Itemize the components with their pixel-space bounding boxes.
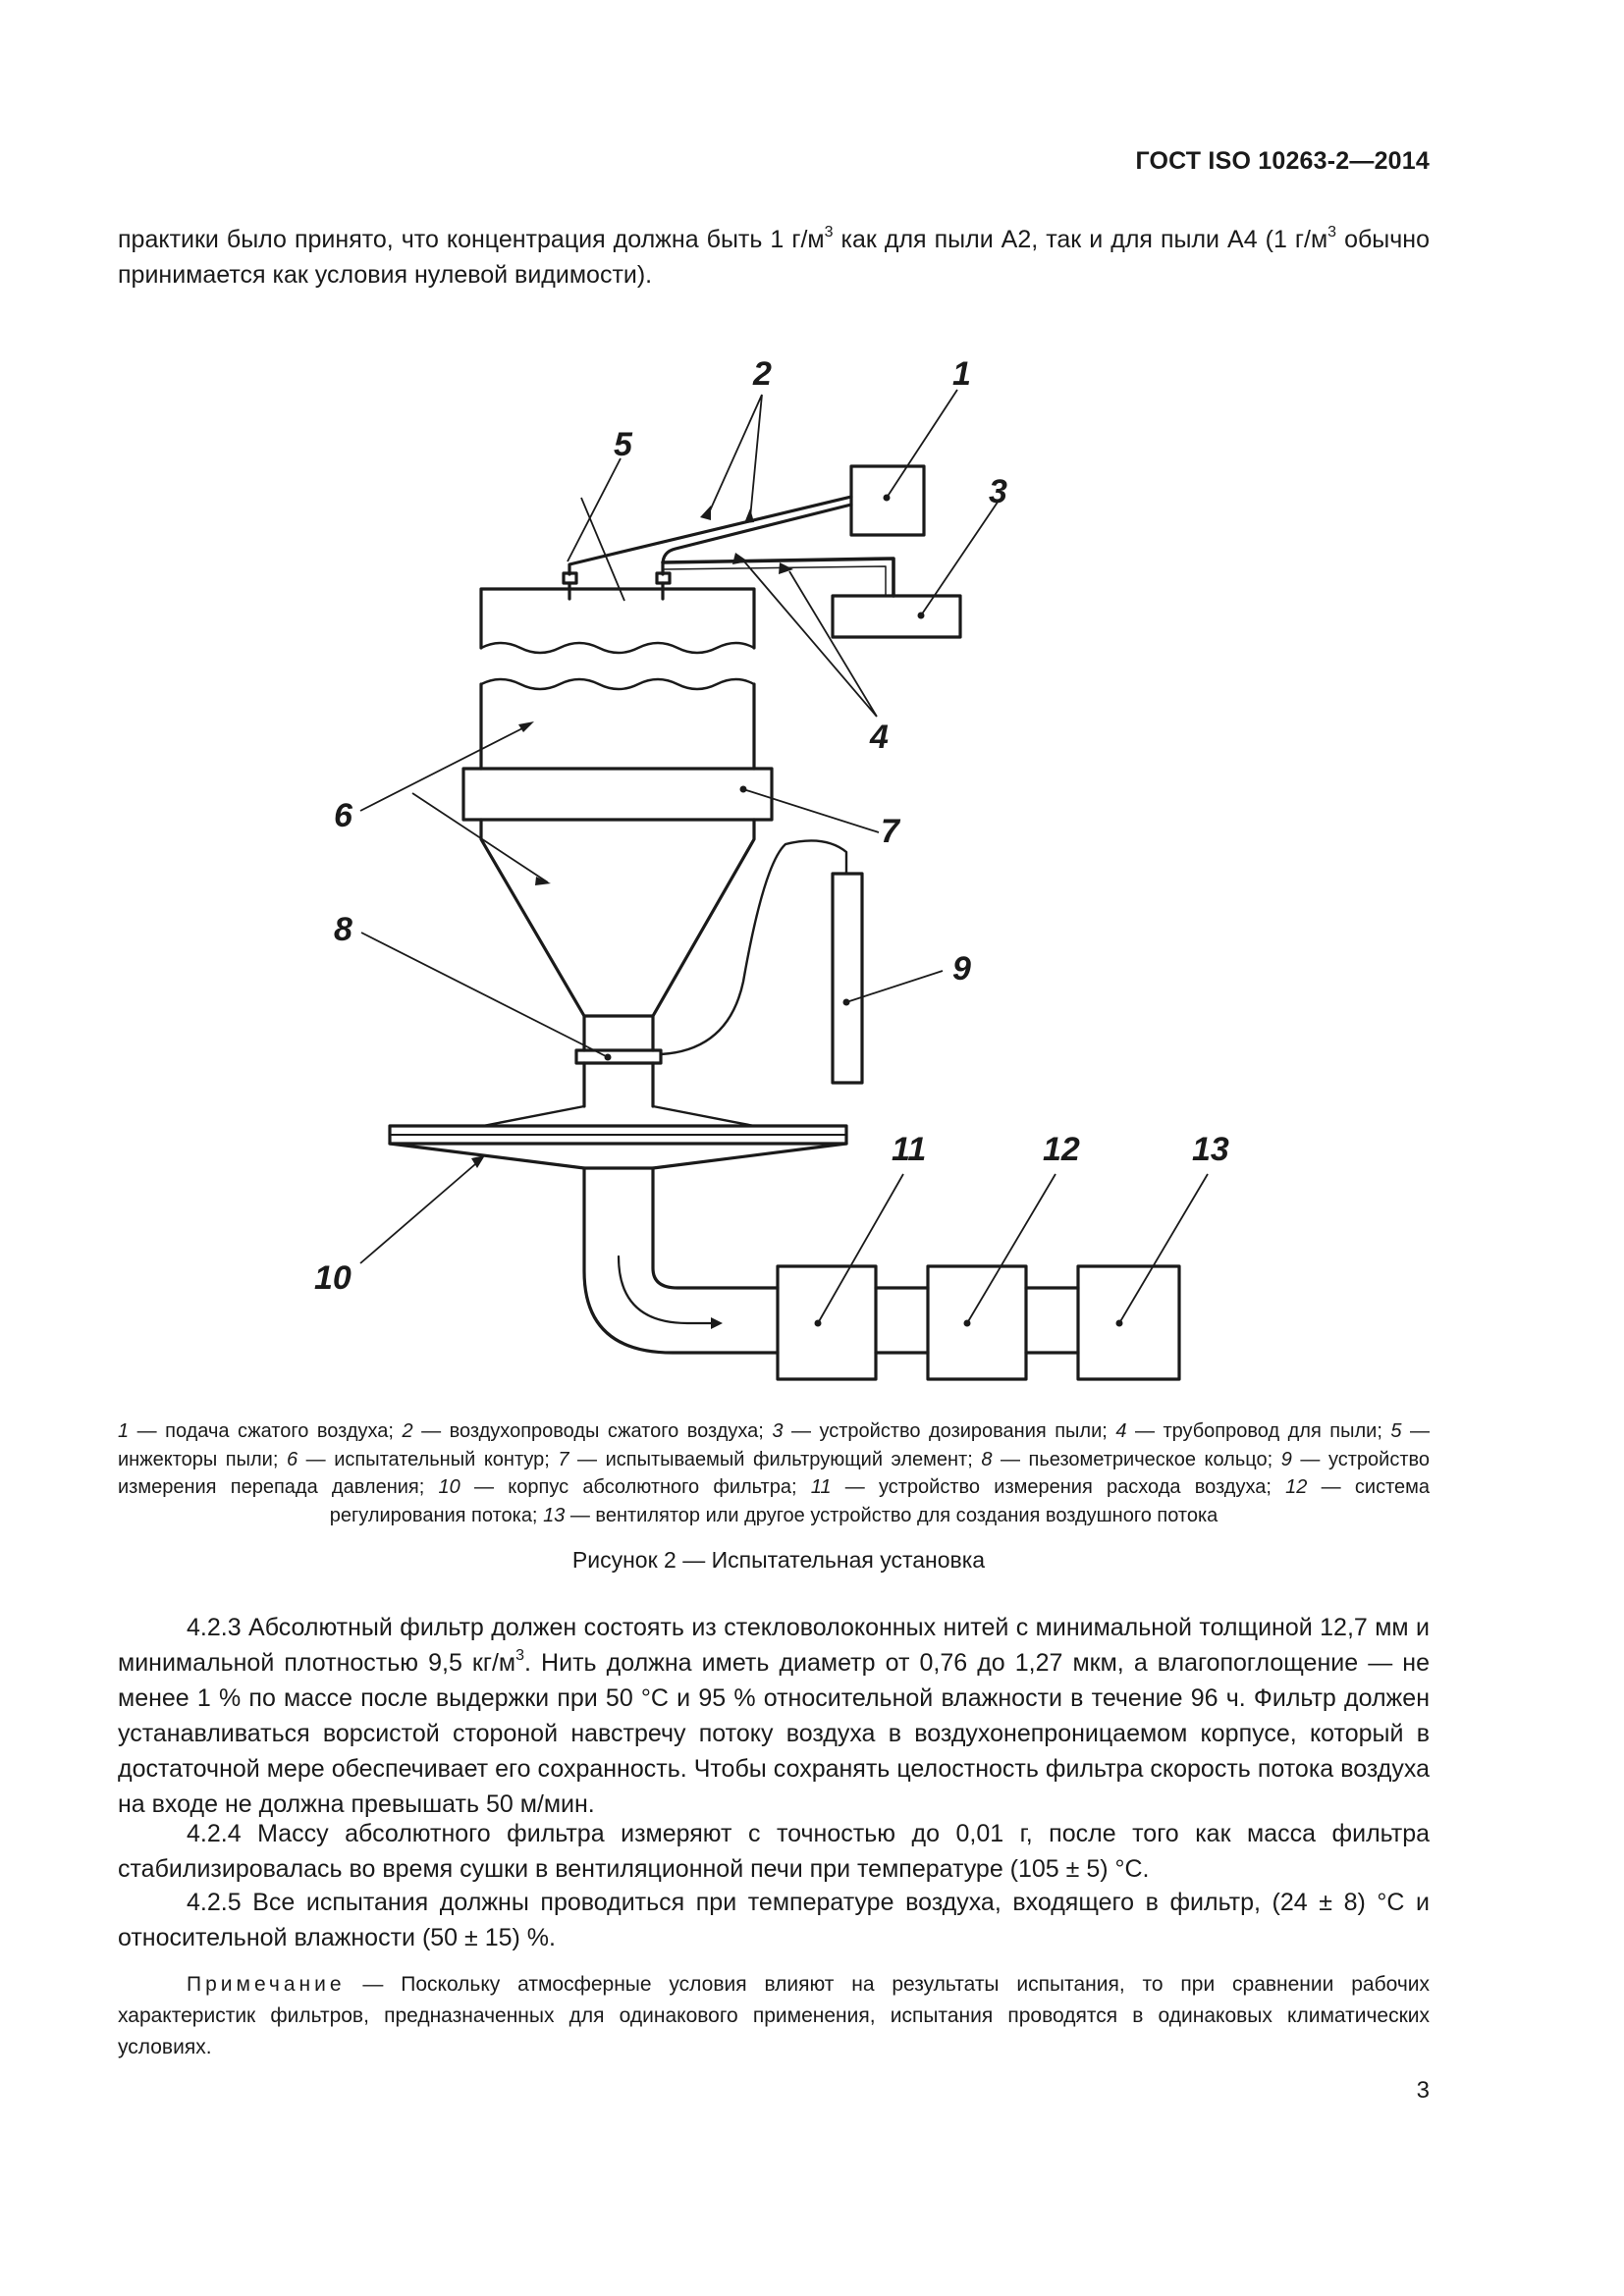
document-header: ГОСТ ISO 10263-2—2014 xyxy=(1135,147,1430,175)
callout-6: 6 xyxy=(334,797,352,834)
callout-1: 1 xyxy=(952,355,971,393)
legend-text: — система регулирования потока; xyxy=(329,1476,1431,1526)
leader-4 xyxy=(744,561,877,717)
break-line-bottom xyxy=(481,679,754,689)
figure-title: Рисунок 2 — Испытательная установка xyxy=(571,1547,986,1573)
section-4-2-3 xyxy=(118,1610,1430,1822)
leader-5a xyxy=(568,458,621,561)
superscript: 3 xyxy=(824,224,834,240)
legend-number: 2 xyxy=(402,1420,413,1442)
legend-number: 10 xyxy=(438,1476,460,1498)
box-11 xyxy=(778,1266,876,1379)
legend-number: 12 xyxy=(1285,1476,1308,1498)
legend-number: 6 xyxy=(286,1448,298,1470)
leader-7 xyxy=(743,789,879,832)
section-4-2-4: 4.2.4 Массу абсолютного фильтра измеряют с точностью до 0,01 г, после того как масса фильтра стабилизировалась во время сушки в вентиляционной печи при температуре (105 ± 5) °С. xyxy=(118,1820,1430,1883)
callout-4: 4 xyxy=(870,719,889,756)
legend-text: — корпус абсолютного фильтра; xyxy=(460,1476,811,1498)
legend-number: 13 xyxy=(543,1504,566,1526)
intro-text-2: как для пыли А2, так и для пыли А4 (1 г/м xyxy=(833,226,1328,253)
duct-outer xyxy=(584,1168,778,1353)
duct-inner xyxy=(653,1168,778,1288)
dust-dosing-box xyxy=(833,596,960,637)
leader-12 xyxy=(967,1174,1056,1323)
manometer-tube xyxy=(661,840,846,1054)
note-label: Примечание xyxy=(187,1973,346,1996)
legend-text: — воздухопроводы сжатого воздуха; xyxy=(412,1420,773,1442)
section-4-2-5: 4.2.5 Все испытания должны проводиться при температуре воздуха, входящего в фильтр, (24 ± 8) °С и относительной влажности (50 ± 15) %. xyxy=(118,1889,1430,1951)
intro-text-1: практики было принято, что концентрация должна быть 1 г/м xyxy=(118,226,825,253)
legend-text: — трубопровод для пыли; xyxy=(1126,1420,1391,1442)
superscript: 3 xyxy=(515,1647,525,1664)
outlet-neck-lower xyxy=(584,1063,653,1106)
leader-2 xyxy=(707,395,762,518)
callout-11: 11 xyxy=(892,1131,927,1168)
s423-text-2: . Нить должна иметь диаметр от 0,76 до 1,27 мкм, а влагопоглощение — не менее 1 % по массе после выдержки при 50 °С и 95 % относительной влажности в течение 96 ч. Фильтр должен устанавливаться ворсистой стороной навстречу потоку воздуха в воздухонепроницаемом корпусе, который в достаточной мере обеспечивает его сохранность. Чтобы сохранять целостность фильтра скорость потока воздуха на входе не должна превышать 50 м/мин. xyxy=(118,1649,1430,1818)
figure-legend xyxy=(118,1417,1430,1529)
legend-text: — пьезометрическое кольцо; xyxy=(992,1448,1281,1470)
filter-element-box xyxy=(463,769,772,820)
legend-number: 4 xyxy=(1115,1420,1127,1442)
cone-hopper xyxy=(481,820,754,1016)
legend-number: 7 xyxy=(558,1448,569,1470)
leader-6 xyxy=(360,724,548,882)
differential-pressure-device xyxy=(833,874,862,1083)
note-paragraph xyxy=(118,1969,1430,2063)
legend-text: — инжекторы пыли; xyxy=(118,1420,1431,1470)
arrowhead-2b xyxy=(744,508,754,523)
legend-text: — испытательный контур; xyxy=(298,1448,559,1470)
callout-2: 2 xyxy=(753,355,772,393)
break-line-top xyxy=(481,643,754,653)
leader-13 xyxy=(1119,1174,1208,1323)
callout-3: 3 xyxy=(989,473,1007,510)
box-13 xyxy=(1078,1266,1179,1379)
arrowhead-6b xyxy=(535,877,551,885)
legend-number: 8 xyxy=(981,1448,993,1470)
flow-arrow-line xyxy=(619,1256,717,1323)
legend-text: — подача сжатого воздуха; xyxy=(129,1420,403,1442)
legend-number: 11 xyxy=(810,1476,832,1498)
legend-number: 5 xyxy=(1390,1420,1402,1442)
callout-13: 13 xyxy=(1192,1131,1229,1168)
callout-12: 12 xyxy=(1043,1131,1080,1168)
connecting-ducts xyxy=(876,1288,1078,1353)
housing-bottom-taper xyxy=(390,1144,846,1168)
leader-11 xyxy=(818,1174,903,1323)
note-text: — Поскольку атмосферные условия влияют на результаты испытания, то при сравнении рабочих характеристик фильтров, предназначенных для одинакового применения, испытания проводятся в одинаковых климатических условиях. xyxy=(118,1973,1430,2058)
intro-text-3: обычно принимается как условия нулевой видимости). xyxy=(118,226,1430,289)
chamber-top-section xyxy=(481,589,754,648)
superscript: 3 xyxy=(1327,224,1337,240)
box-12 xyxy=(928,1266,1026,1379)
leader-10 xyxy=(360,1158,482,1263)
callout-8: 8 xyxy=(334,911,352,948)
flow-arrow-head xyxy=(711,1317,723,1329)
callout-7: 7 xyxy=(881,813,899,850)
housing-top-taper xyxy=(483,1106,754,1126)
callout-10: 10 xyxy=(314,1259,352,1297)
legend-text: — испытываемый фильтрующий элемент; xyxy=(568,1448,982,1470)
s423-text-1: 4.2.3 Абсолютный фильтр должен состоять из стекловолоконных нитей с минимальной толщиной 12,7 мм и минимальной плотностью 9,5 кг/м xyxy=(118,1614,1430,1677)
legend-text: — вентилятор или другое устройство для создания воздушного потока xyxy=(565,1504,1218,1526)
legend-number: 3 xyxy=(772,1420,784,1442)
air-line-b xyxy=(663,505,851,574)
legend-text: — устройство измерения перепада давления; xyxy=(118,1448,1431,1498)
leader-5b xyxy=(581,498,624,601)
page-number: 3 xyxy=(1416,2077,1430,2104)
piezometric-ring xyxy=(576,1050,661,1063)
legend-text: — устройство дозирования пыли; xyxy=(783,1420,1116,1442)
legend-text: — устройство измерения расхода воздуха; xyxy=(831,1476,1286,1498)
legend-number: 1 xyxy=(118,1420,130,1442)
leader-1 xyxy=(887,390,957,498)
legend-number: 9 xyxy=(1280,1448,1292,1470)
callout-9: 9 xyxy=(952,950,971,988)
injector-stems xyxy=(569,583,663,599)
callout-5: 5 xyxy=(614,426,632,463)
outlet-neck xyxy=(584,1016,653,1050)
dust-line-inner xyxy=(663,566,886,596)
